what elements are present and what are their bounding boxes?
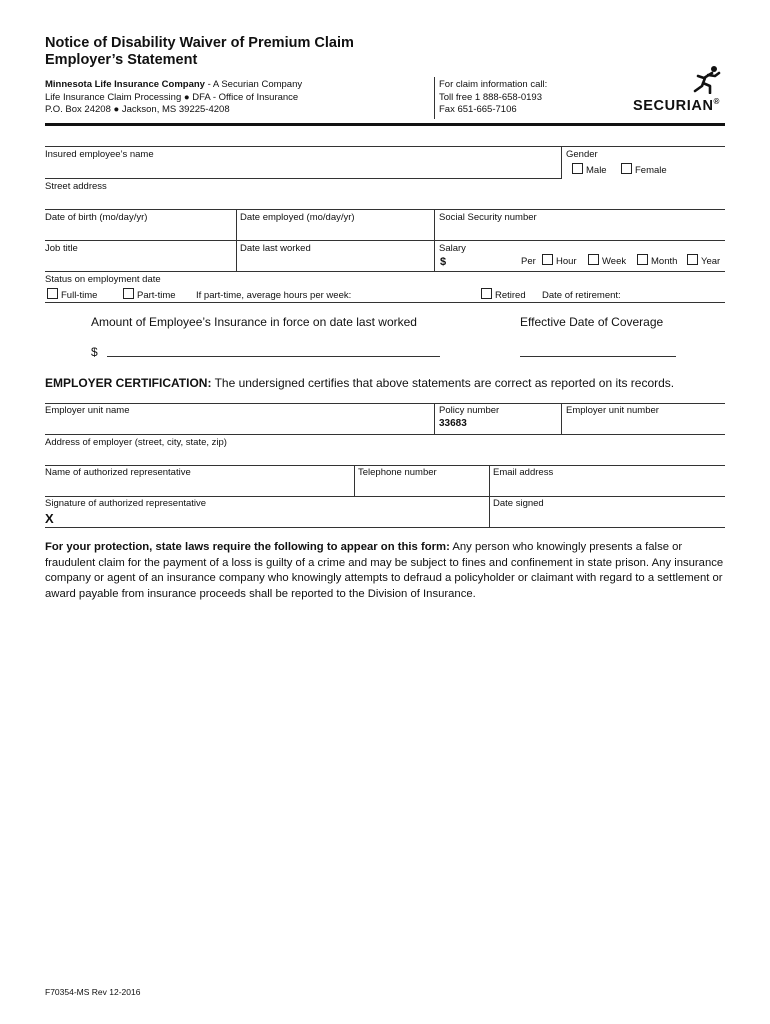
header-rule [45, 123, 725, 126]
female-checkbox[interactable] [621, 163, 632, 174]
date-employed-field[interactable] [240, 212, 355, 224]
insured-name-label: Insured employee’s name [45, 149, 154, 160]
running-figure-icon [688, 64, 722, 99]
contact-block [439, 79, 547, 117]
form-title-line1: Notice of Disability Waiver of Premium Claim [45, 35, 354, 51]
address-line3: P.O. Box 24208 ● Jackson, MS 39225-4208 [45, 104, 230, 115]
fulltime-option[interactable] [47, 288, 97, 301]
effective-date-label: Effective Date of Coverage [520, 315, 664, 329]
telephone-field[interactable] [358, 467, 437, 479]
month-checkbox[interactable] [637, 254, 648, 265]
employer-address-label: Address of employer (street, city, state, zip) [45, 437, 227, 448]
address-line2: Life Insurance Claim Processing ● DFA - Office of Insurance [45, 91, 299, 103]
fraud-notice [45, 540, 735, 602]
registered-mark: ® [713, 97, 721, 106]
per-hour-option[interactable] [542, 254, 577, 267]
rule [45, 271, 725, 272]
parttime-label: Part-time [137, 290, 176, 301]
year-checkbox[interactable] [687, 254, 698, 265]
rule [45, 240, 725, 241]
rule [45, 403, 725, 404]
week-checkbox[interactable] [588, 254, 599, 265]
telephone-label: Telephone number [358, 467, 437, 478]
avg-hours-field[interactable] [196, 290, 351, 302]
rule [45, 465, 725, 466]
per-year-option[interactable] [687, 254, 720, 267]
avg-hours-label: If part-time, average hours per week: [196, 290, 352, 301]
parttime-option[interactable] [123, 288, 176, 301]
form-code: F70354-MS Rev 12-2016 [45, 987, 141, 997]
fulltime-checkbox[interactable] [47, 288, 58, 299]
rule [45, 527, 725, 528]
gender-male-option[interactable] [572, 163, 607, 176]
retired-option[interactable] [481, 288, 526, 301]
contact-line1: For claim information call: [439, 79, 548, 90]
certification-heading: EMPLOYER CERTIFICATION: [45, 376, 212, 390]
ssn-field[interactable] [439, 212, 537, 224]
rule [561, 403, 562, 435]
fraud-notice-heading: For your protection, state laws require the following to appear on this form: [45, 541, 450, 553]
rule [434, 403, 435, 435]
employer-unit-name-field[interactable] [45, 405, 129, 417]
retirement-date-label: Date of retirement: [542, 290, 621, 301]
per-week-option[interactable] [588, 254, 626, 267]
street-address-label: Street address [45, 181, 107, 192]
fulltime-label: Full-time [61, 290, 98, 301]
employer-unit-name-label: Employer unit name [45, 405, 130, 416]
retired-label: Retired [495, 290, 526, 301]
dob-field[interactable] [45, 212, 147, 224]
effective-date-field[interactable] [520, 356, 676, 357]
amount-label: Amount of Employee’s Insurance in force on date last worked [91, 315, 417, 329]
company-address-block [45, 79, 302, 117]
male-label: Male [586, 165, 607, 176]
fraud-notice-text: Any person who knowingly presents a false or fraudulent claim for the payment of a loss is guilty of a crime and may be subject to fines and confinement in state prison. Any insurance company or agent of an insurance company who knowingly attempts to defraud a policyholder or claimant with regard to a settlement or award payable from insurance proceeds shall be reported to the Division of Insurance. [45, 541, 724, 600]
rep-name-field[interactable] [45, 467, 191, 479]
form-title [45, 35, 354, 69]
male-checkbox[interactable] [572, 163, 583, 174]
female-label: Female [635, 165, 667, 176]
rule [354, 465, 355, 496]
status-label: Status on employment date [45, 274, 161, 285]
rule [561, 146, 562, 179]
company-suffix: - A Securian Company [204, 79, 303, 90]
salary-dollar-sign: $ [440, 256, 447, 268]
rule [45, 302, 725, 303]
year-label: Year [701, 256, 721, 267]
retirement-date-field[interactable] [542, 290, 621, 302]
rule [45, 178, 561, 179]
date-signed-label: Date signed [493, 498, 544, 509]
amount-field[interactable] [107, 356, 440, 357]
rule [45, 496, 725, 497]
date-last-worked-label: Date last worked [240, 243, 311, 254]
signature-x: X [45, 511, 54, 526]
employer-unit-number-label: Employer unit number [566, 405, 659, 416]
email-field[interactable] [493, 467, 553, 479]
month-label: Month [651, 256, 678, 267]
email-label: Email address [493, 467, 554, 478]
securian-logo [633, 97, 720, 114]
retired-checkbox[interactable] [481, 288, 492, 299]
policy-number-label: Policy number [439, 405, 500, 416]
job-title-label: Job title [45, 243, 78, 254]
salary-field[interactable] [440, 256, 446, 268]
employer-address-field[interactable] [45, 437, 227, 449]
insured-name-field[interactable] [45, 149, 154, 161]
form-title-line2: Employer’s Statement [45, 52, 198, 68]
employer-certification [45, 376, 674, 390]
employer-unit-number-field[interactable] [566, 405, 659, 417]
date-signed-field[interactable] [493, 498, 544, 510]
contact-line2: Toll free 1 888-658-0193 [439, 91, 542, 103]
gender-label: Gender [566, 149, 598, 160]
logo-text: SECURIAN [633, 97, 714, 114]
street-address-field[interactable] [45, 181, 107, 193]
contact-line3: Fax 651-665-7106 [439, 104, 517, 115]
policy-number-value[interactable]: 33683 [439, 418, 467, 429]
date-last-worked-field[interactable] [240, 243, 311, 255]
company-name: Minnesota Life Insurance Company [45, 79, 205, 90]
hour-checkbox[interactable] [542, 254, 553, 265]
rep-name-label: Name of authorized representative [45, 467, 191, 478]
signature-field[interactable] [45, 511, 54, 526]
gender-female-option[interactable] [621, 163, 667, 176]
ssn-label: Social Security number [439, 212, 537, 223]
per-month-option[interactable] [637, 254, 677, 267]
rule [45, 146, 725, 147]
week-label: Week [602, 256, 627, 267]
salary-label: Salary [439, 243, 466, 254]
header-divider [434, 77, 435, 119]
hour-label: Hour [556, 256, 577, 267]
parttime-checkbox[interactable] [123, 288, 134, 299]
rule [45, 209, 725, 210]
job-title-field[interactable] [45, 243, 78, 255]
rule [45, 434, 725, 435]
amount-dollar-sign: $ [91, 345, 98, 359]
certification-text: The undersigned certifies that above statements are correct as reported on its records. [211, 376, 675, 390]
date-employed-label: Date employed (mo/day/yr) [240, 212, 355, 223]
dob-label: Date of birth (mo/day/yr) [45, 212, 148, 223]
signature-label: Signature of authorized representative [45, 498, 207, 509]
per-label: Per [521, 256, 536, 267]
